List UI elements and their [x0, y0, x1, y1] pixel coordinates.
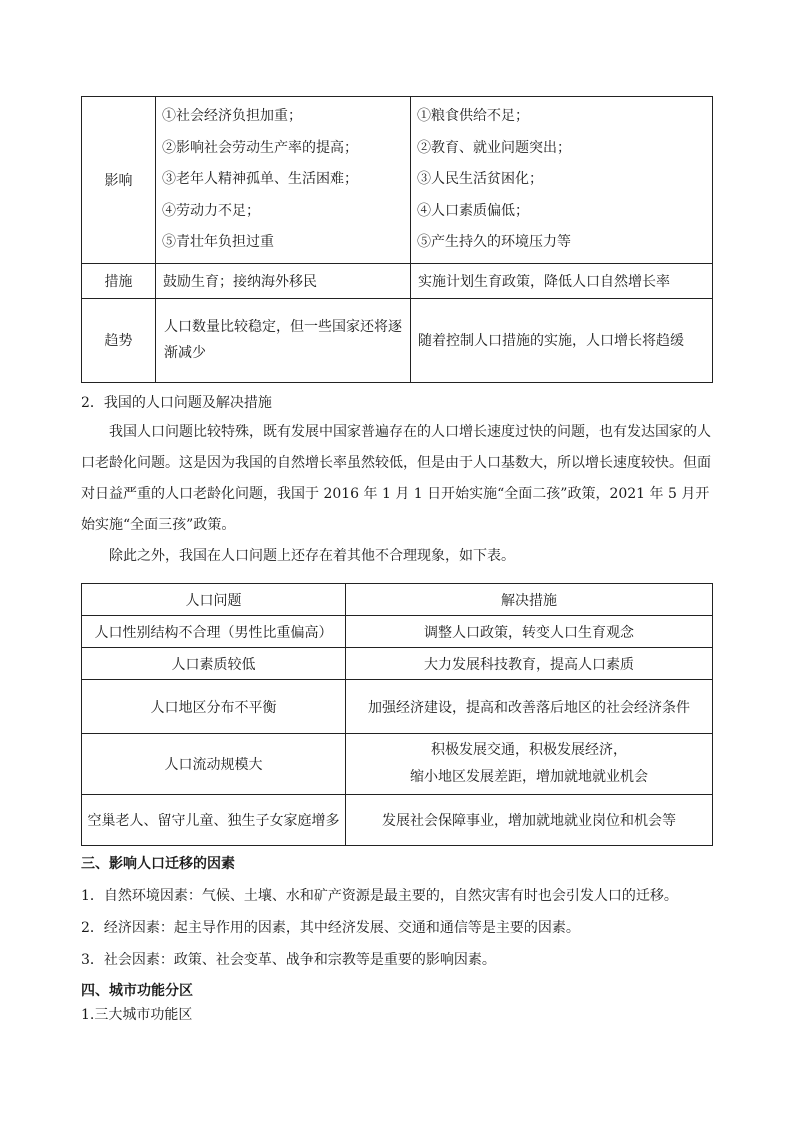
- list-item: ②影响社会劳动生产率的提高；: [162, 139, 358, 156]
- table-row: [82, 680, 713, 734]
- solution-line: 缩小地区发展差距，增加就地就业机会: [410, 769, 648, 785]
- table-header-row: [82, 584, 713, 616]
- population-problem-comparison-table: [81, 96, 713, 383]
- problem-cell: 人口性别结构不合理（男性比重偏高）: [82, 616, 346, 648]
- list-item: ①社会经济负担加重；: [162, 108, 302, 124]
- table-row: [82, 616, 713, 648]
- table-row: [82, 795, 713, 846]
- table-row-influence: [82, 97, 713, 264]
- list-item: ⑤青壮年负担过重: [162, 234, 274, 250]
- measures-developing-cell: 实施计划生育政策，降低人口自然增长率: [418, 273, 670, 290]
- paragraph: 我国人口问题比较特殊，既有发展中国家普遍存在的人口增长速度过快的问题，也有发达国家的人口老龄化问题。这是因为我国的自然增长率虽然较低，但是由于人口基数大，所以增长速度较快。但面对日益严重的人口老龄化问题，我国于 2016 年 1 月 1 日开始实施“全面二孩”政策，2021 年 5 月开始实施“全面三孩”政策。: [81, 424, 711, 533]
- list-item: ④劳动力不足；: [162, 202, 260, 219]
- solution-cell: 发展社会保障事业，增加就地就业岗位和机会等: [346, 795, 713, 846]
- list-item: 2．经济因素：起主导作用的因素，其中经济发展、交通和通信等是主要的因素。: [81, 920, 580, 936]
- solution-cell: 大力发展科技教育，提高人口素质: [346, 648, 713, 680]
- solution-line: 积极发展交通，积极发展经济，: [431, 742, 627, 758]
- list-item: ②教育、就业问题突出；: [417, 139, 571, 156]
- solution-cell: 加强经济建设，提高和改善落后地区的社会经济条件: [346, 680, 713, 734]
- row-label-influence: 影响: [82, 97, 156, 264]
- problem-cell: 人口素质较低: [82, 648, 346, 680]
- problem-cell: 人口地区分布不平衡: [82, 680, 346, 734]
- influence-developing-cell: [411, 97, 713, 264]
- subsection-heading: 1.三大城市功能区: [81, 1007, 193, 1023]
- trend-developing-cell: 随着控制人口措施的实施，人口增长将趋缓: [418, 333, 684, 349]
- problem-cell: 人口流动规模大: [82, 734, 346, 795]
- row-label-trend: 趋势: [82, 298, 156, 382]
- section-heading: 三、影响人口迁移的因素: [81, 856, 235, 872]
- section-heading: 四、城市功能分区: [81, 983, 193, 999]
- section-heading: 2．我国的人口问题及解决措施: [81, 395, 272, 411]
- row-label-measures: 措施: [82, 263, 156, 298]
- solution-cell: 调整人口政策，转变人口生育观念: [346, 616, 713, 648]
- list-item: ④人口素质偏低；: [417, 202, 529, 219]
- table-row: [82, 648, 713, 680]
- list-item: 3．社会因素：政策、社会变革、战争和宗教等是重要的影响因素。: [81, 952, 496, 968]
- table-row-trend: [82, 298, 713, 382]
- trend-developed-cell: 人口数量比较稳定，但一些国家还将逐渐减少: [164, 319, 402, 361]
- problem-cell: 空巢老人、留守儿童、独生子女家庭增多: [82, 795, 346, 846]
- list-item: ①粮食供给不足；: [417, 108, 529, 124]
- table-row: [82, 734, 713, 795]
- measures-developed-cell: 鼓励生育；接纳海外移民: [163, 273, 317, 290]
- column-header: 解决措施: [346, 584, 713, 616]
- paragraph: 除此之外，我国在人口问题上还存在着其他不合理现象，如下表。: [109, 548, 515, 564]
- list-item: 1．自然环境因素：气候、土壤、水和矿产资源是最主要的，自然灾害有时也会引发人口的迁移。: [81, 888, 678, 904]
- population-issues-table: [81, 583, 713, 846]
- column-header: 人口问题: [82, 584, 346, 616]
- list-item: ⑤产生持久的环境压力等: [417, 234, 571, 250]
- influence-developed-cell: [156, 97, 411, 264]
- table-row-measures: [82, 263, 713, 298]
- list-item: ③老年人精神孤单、生活困难；: [162, 171, 358, 187]
- solution-cell: [346, 734, 713, 795]
- list-item: ③人民生活贫困化；: [417, 171, 543, 187]
